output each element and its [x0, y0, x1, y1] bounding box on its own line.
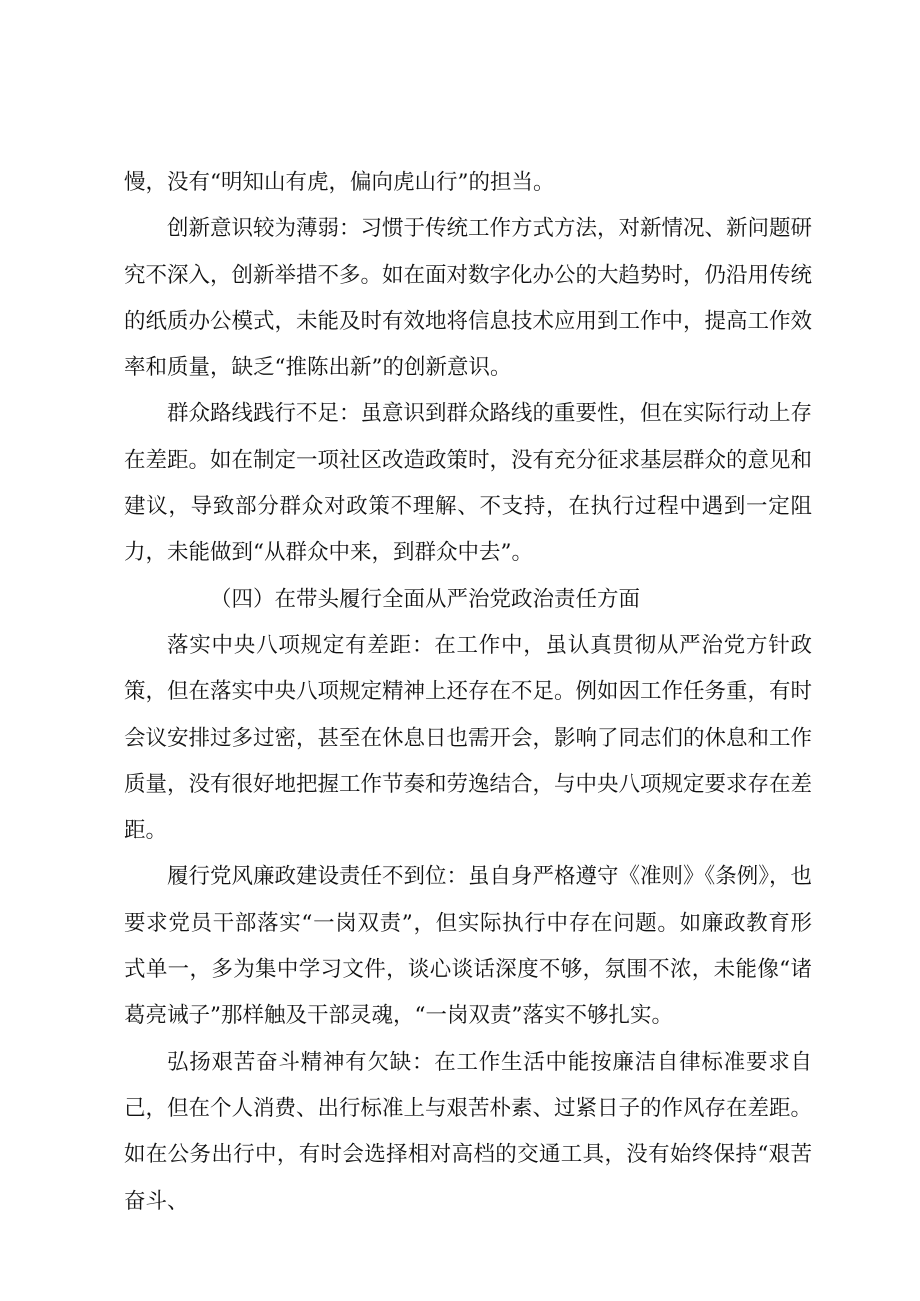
- section-heading-four: （四）在带头履行全面从严治党政治责任方面: [210, 586, 641, 612]
- paragraph-hard-work: 弘扬艰苦奋斗精神有欠缺：在工作生活中能按廉洁自律标准要求自己，但在个人消费、出行标准上与艰苦朴素、过紧日子的作风存在差距。如在公务出行中，有时会选择相对高档的交通工具，没有始终保持“艰苦奋斗、: [124, 1049, 813, 1214]
- document-page: [124, 160, 812, 1225]
- paragraph-mass-line: 群众路线践行不足：虽意识到群众路线的重要性，但在实际行动上存在差距。如在制定一项社区改造政策时，没有充分征求基层群众的意见和建议，导致部分群众对政策不理解、不支持，在执行过程中遇到一定阻力，未能做到“从群众中来，到群众中去”。: [124, 401, 813, 566]
- paragraph-party-conduct: 履行党风廉政建设责任不到位：虽自身严格遵守《准则》《条例》，也要求党员干部落实“一岗双责”，但实际执行中存在问题。如廉政教育形式单一，多为集中学习文件，谈心谈话深度不够，氛围不浓，未能像“诸葛亮诫子”那样触及干部灵魂，“一岗双责”落实不够扎实。: [124, 864, 813, 1029]
- paragraph-eight-regulations: 落实中央八项规定有差距：在工作中，虽认真贯彻从严治党方针政策，但在落实中央八项规定精神上还存在不足。例如因工作任务重，有时会议安排过多过密，甚至在休息日也需开会，影响了同志们的休息和工作质量，没有很好地把握工作节奏和劳逸结合，与中央八项规定要求存在差距。: [124, 632, 813, 844]
- paragraph-innovation-awareness: 创新意识较为薄弱：习惯于传统工作方式方法，对新情况、新问题研究不深入，创新举措不多。如在面对数字化办公的大趋势时，仍沿用传统的纸质办公模式，未能及时有效地将信息技术应用到工作中，提高工作效率和质量，缺乏“推陈出新”的创新意识。: [124, 216, 813, 381]
- paragraph-continuation: 慢，没有“明知山有虎，偏向虎山行”的担当。: [124, 170, 555, 195]
